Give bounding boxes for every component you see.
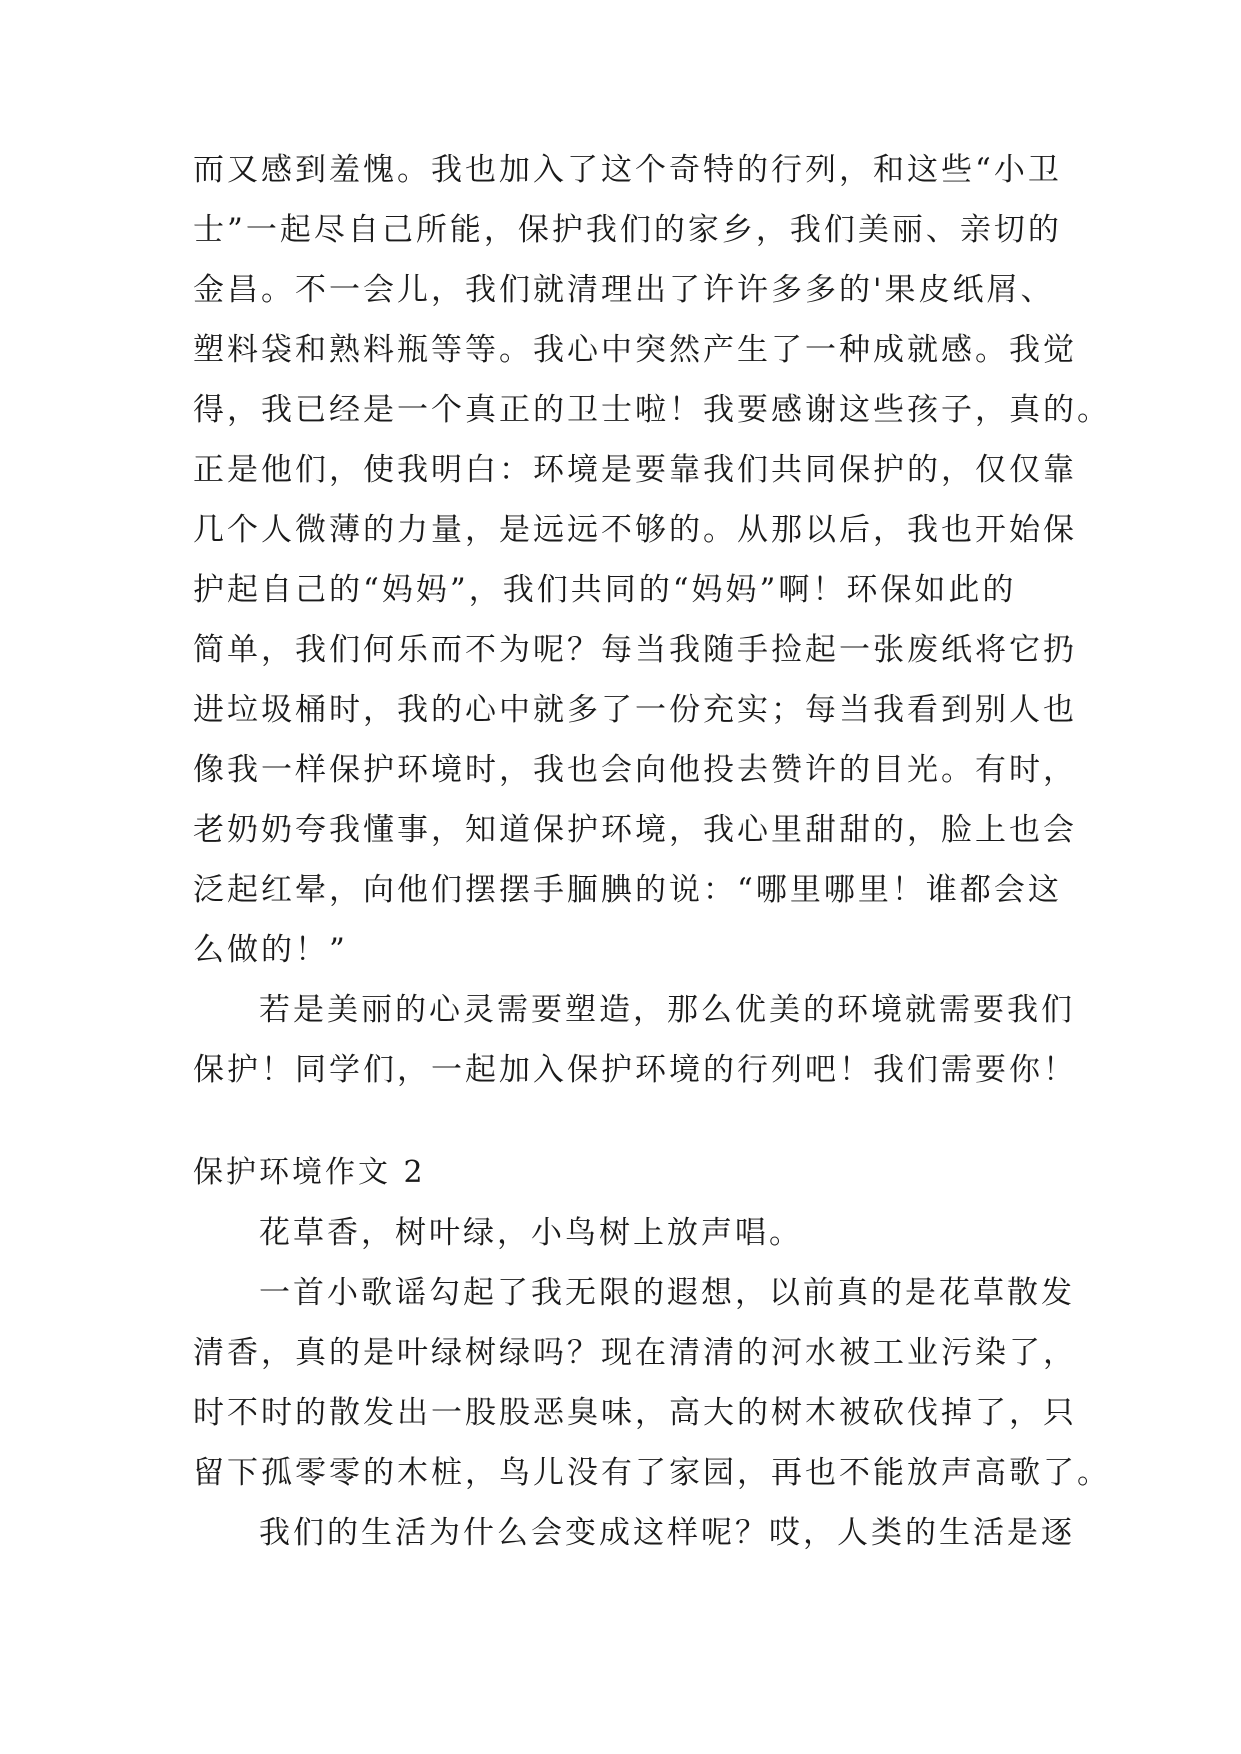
section-gap <box>193 1100 1073 1143</box>
text-line: 花草香，树叶绿，小鸟树上放声唱。 <box>259 1215 803 1251</box>
text-line: 进垃圾桶时，我的心中就多了一份充实；每当我看到别人也 <box>193 692 1077 728</box>
paragraph <box>193 980 1077 1100</box>
text-line: 时不时的散发出一股股恶臭味，高大的树木被砍伐掉了，只 <box>193 1395 1077 1431</box>
paragraph <box>193 1263 1111 1503</box>
text-line: 若是美丽的心灵需要塑造，那么优美的环境就需要我们 <box>259 992 1075 1028</box>
essay-body <box>193 140 1111 1563</box>
text-line: 金昌。不一会儿，我们就清理出了许许多多的'果皮纸屑、 <box>193 272 1055 308</box>
paragraph <box>193 140 1111 980</box>
text-line: 士”一起尽自己所能，保护我们的家乡，我们美丽、亲切的 <box>193 212 1062 248</box>
text-line: 正是他们，使我明白：环境是要靠我们共同保护的，仅仅靠 <box>193 452 1077 488</box>
paragraph <box>193 1203 1073 1263</box>
text-line: 而又感到羞愧。我也加入了这个奇特的行列，和这些“小卫 <box>193 152 1062 188</box>
text-line: 老奶奶夸我懂事，知道保护环境，我心里甜甜的，脸上也会 <box>193 812 1077 848</box>
text-line: 保护！同学们，一起加入保护环境的行列吧！我们需要你！ <box>193 1052 1077 1088</box>
text-line: 么做的！” <box>193 932 348 968</box>
text-line: 几个人微薄的力量，是远远不够的。从那以后，我也开始保 <box>193 512 1077 548</box>
text-line: 清香，真的是叶绿树绿吗？现在清清的河水被工业污染了， <box>193 1335 1077 1371</box>
text-line: 像我一样保护环境时，我也会向他投去赞许的目光。有时， <box>193 752 1077 788</box>
text-line: 护起自己的“妈妈”，我们共同的“妈妈”啊！环保如此的 <box>193 572 1017 608</box>
text-line: 简单，我们何乐而不为呢？每当我随手捡起一张废纸将它扔 <box>193 632 1077 668</box>
text-line: 塑料袋和熟料瓶等等。我心中突然产生了一种成就感。我觉 <box>193 332 1077 368</box>
essay-title: 保护环境作文 2 <box>193 1155 426 1190</box>
text-line: 泛起红晕，向他们摆摆手腼腆的说：“哪里哪里！谁都会这 <box>193 872 1062 908</box>
text-line: 留下孤零零的木桩，鸟儿没有了家园，再也不能放声高歌了。 <box>193 1455 1111 1491</box>
paragraph <box>193 1503 1073 1563</box>
text-line: 得，我已经是一个真正的卫士啦！我要感谢这些孩子，真的。 <box>193 392 1111 428</box>
text-line: 我们的生活为什么会变成这样呢？哎，人类的生活是逐 <box>259 1515 1075 1551</box>
text-line: 一首小歌谣勾起了我无限的遐想，以前真的是花草散发 <box>259 1275 1075 1311</box>
